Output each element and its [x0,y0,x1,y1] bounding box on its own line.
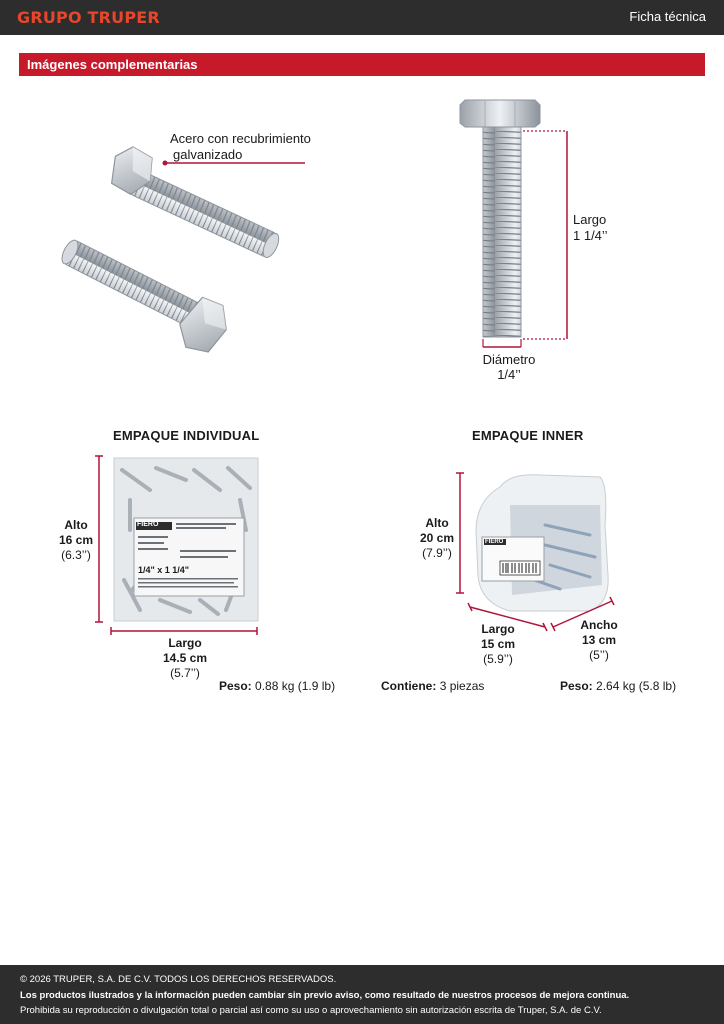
coating-label [170,131,311,163]
individual-weight-value: 0.88 kg (1.9 lb) [255,679,336,693]
individual-length-title: Largo [168,636,202,650]
coating-label-line1: Acero con recubrimiento [170,131,311,146]
document-type: Ficha técnica [629,9,706,24]
diameter-value: 1/4’’ [497,367,521,382]
individual-package-image [90,450,270,640]
section-title: Imágenes complementarias [27,57,198,72]
inner-height-title: Alto [425,516,449,530]
inner-bag-brand: FIERO [485,539,504,545]
inner-height-cm: 20 cm [419,531,455,545]
footer [0,965,724,1024]
inner-length-in: (5.9’’) [483,652,513,666]
inner-length-label [474,622,522,667]
individual-weight [219,679,335,694]
coating-label-line2: galvanizado [173,147,243,162]
inner-width-in: (5’’) [589,648,609,662]
individual-weight-label: Peso: [219,679,252,693]
inner-length-cm: 15 cm [480,637,516,651]
inner-weight-value: 2.64 kg (5.8 lb) [596,679,677,693]
footer-prohibition: Prohibida su reproducción o divulgación total o parcial así como su uso o aprovechamiento sin autorización escrita de Truper, S.A. de C.V. [20,1005,602,1016]
individual-package-heading: EMPAQUE INDIVIDUAL [113,428,260,443]
inner-width-label [575,618,623,663]
diameter-dimension-label [478,352,540,382]
top-header-bar [0,0,724,35]
inner-width-cm: 13 cm [581,633,617,647]
bolt-dimension-image [455,95,585,355]
footer-disclaimer: Los productos ilustrados y la información pueden cambiar sin previo aviso, como resultado de nuestros procesos de mejora continua. [20,990,630,1001]
inner-weight-label: Peso: [560,679,593,693]
individual-height-title: Alto [64,518,88,532]
individual-height-in: (6.3’’) [61,548,91,562]
inner-package-heading: EMPAQUE INNER [472,428,584,443]
inner-contents [381,679,484,694]
individual-length-in: (5.7’’) [170,666,200,680]
inner-contents-value: 3 piezas [439,679,485,693]
footer-copyright: © 2026 TRUPER, S.A. DE C.V. TODOS LOS DERECHOS RESERVADOS. [20,974,337,985]
length-label: Largo [573,212,607,227]
individual-height-label [52,518,100,563]
inner-contents-label: Contiene: [381,679,437,693]
bolts-image [55,130,315,380]
individual-bag-brand: FIERO [137,521,159,528]
length-value: 1 1/4’’ [573,228,608,243]
individual-bag-size: 1/4" x 1 1/4" [138,565,190,575]
brand-logo: GRUPO TRUPER [17,8,160,27]
inner-weight [560,679,676,694]
section-header [19,53,705,76]
inner-height-in: (7.9’’) [422,546,452,560]
inner-package-image [450,465,625,635]
individual-height-cm: 16 cm [58,533,94,547]
inner-length-title: Largo [481,622,515,636]
inner-width-title: Ancho [580,618,618,632]
individual-length-label [155,636,215,681]
inner-height-label [413,516,461,561]
length-dimension-label [573,212,607,244]
individual-length-cm: 14.5 cm [162,651,208,665]
diameter-label: Diámetro [482,352,536,367]
